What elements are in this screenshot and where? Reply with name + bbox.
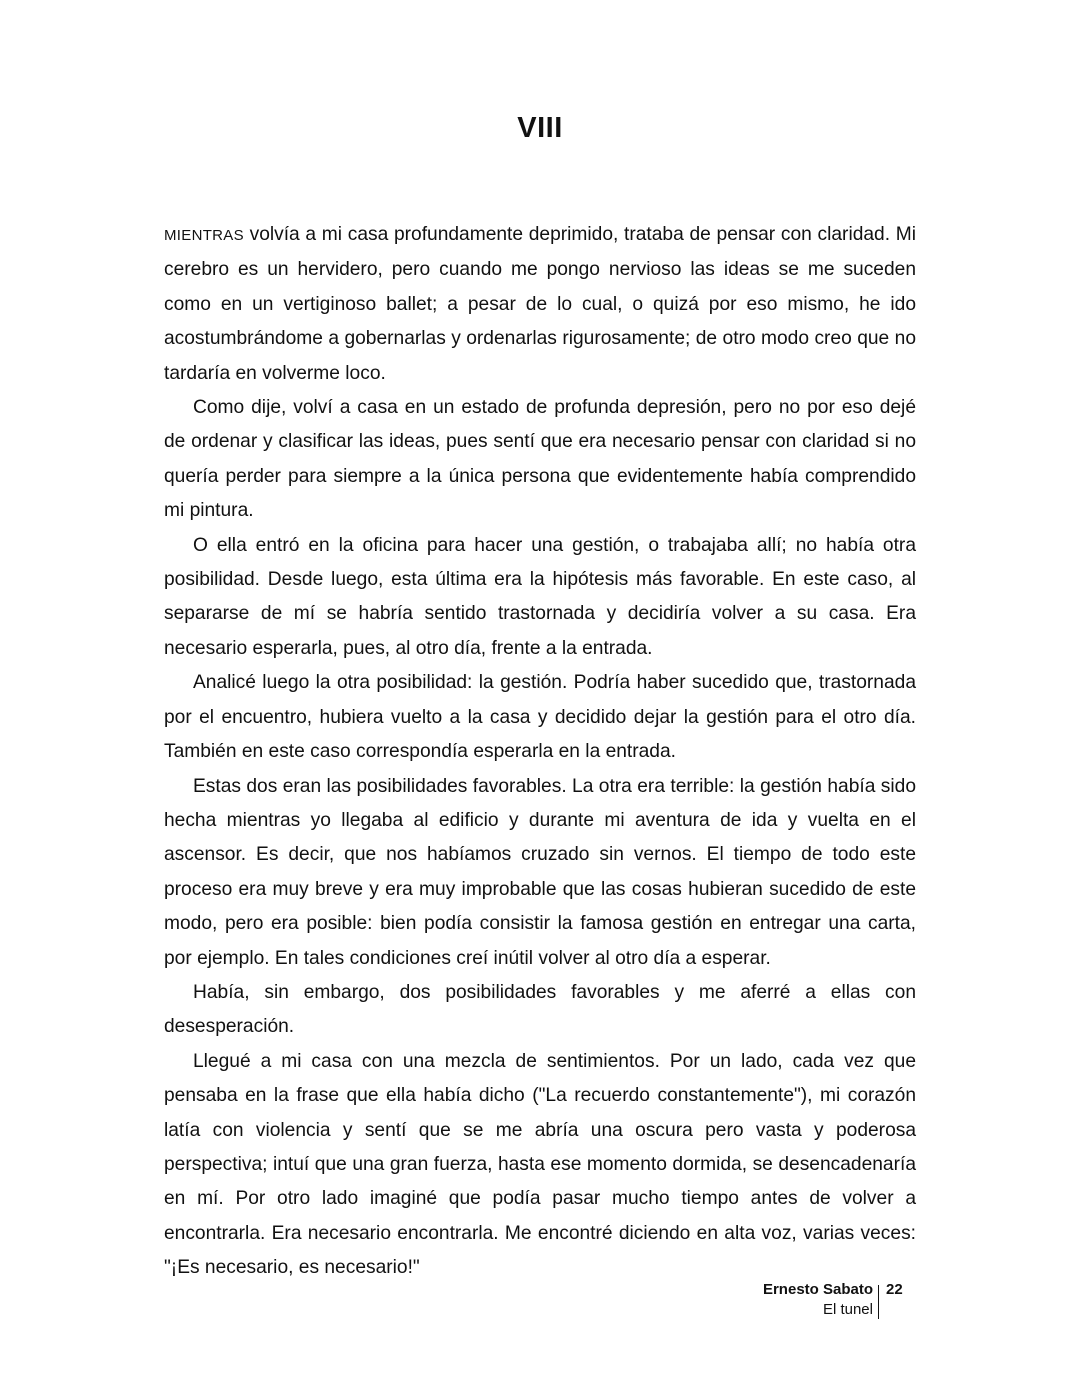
paragraph-2: Como dije, volví a casa en un estado de profunda depresión, pero no por eso dejé de ordenar y clasificar las ideas, pues sentí que era necesario pensar con claridad si no quería perder para siempre a la única persona que evidentemente había comprendido mi pintura. xyxy=(164,397,916,522)
paragraph-lead-word: MIENTRAS xyxy=(164,227,244,244)
page-number: 22 xyxy=(886,1281,903,1298)
footer-divider xyxy=(878,1285,879,1319)
paragraph-3: O ella entró en la oficina para hacer una gestión, o trabajaba allí; no había otra posibilidad. Desde luego, esta última era la hipótesis más favorable. En este caso, al separarse de mí se habría sentido trastornada y decidiría volver a su casa. Era necesario esperarla, pues, al otro día, frente a la entrada. xyxy=(164,534,916,659)
chapter-title: VIII xyxy=(517,112,563,144)
paragraph-text: volvía a mi casa profundamente deprimido, trataba de pensar con claridad. Mi cerebro es un hervidero, pero cuando me pongo nervioso las ideas se me suceden como en un vertiginoso ballet; a pesar de lo cual, o quizá por eso mismo, he ido acostumbrándome a gobernarlas y ordenarlas rigurosamente; de otro modo creo que no tardaría en volverme loco. xyxy=(164,224,916,384)
paragraph-4: Analicé luego la otra posibilidad: la gestión. Podría haber sucedido que, trastornada por el encuentro, hubiera vuelto a la casa y decidido dejar la gestión para el otro día. También en este caso correspondía esperarla en la entrada. xyxy=(164,672,916,763)
paragraph-6: Había, sin embargo, dos posibilidades favorables y me aferré a ellas con desesperación. xyxy=(164,981,916,1038)
paragraph-5: Estas dos eran las posibilidades favorables. La otra era terrible: la gestión había sido hecha mientras yo llegaba al edificio y durante mi aventura de ida y vuelta en el ascensor. Es decir, que nos habíamos cruzado sin vernos. El tiempo de todo este proceso era muy breve y era muy improbable que las cosas hubieran sucedido de este modo, pero era posible: bien podía consistir la famosa gestión en entregar una carta, por ejemplo. En tales condiciones creí inútil volver al otro día a esperar. xyxy=(164,775,916,969)
page-footer xyxy=(700,1281,903,1321)
footer-book-title: El tunel xyxy=(822,1301,873,1318)
paragraph-1 xyxy=(164,218,916,391)
footer-author: Ernesto Sabato xyxy=(762,1281,873,1298)
chapter-body xyxy=(164,218,916,1286)
paragraph-7: Llegué a mi casa con una mezcla de sentimientos. Por un lado, cada vez que pensaba en la frase que ella había dicho ("La recuerdo constantemente"), mi corazón latía con violencia y sentí que se me abría una oscura pero vasta y poderosa perspectiva; intuí que una gran fuerza, hasta ese momento dormida, se desencadenaría en mí. Por otro lado imaginé que podía pasar mucho tiempo antes de volver a encontrarla. Era necesario encontrarla. Me encontré diciendo en alta voz, varias veces: "¡Es necesario, es necesario!" xyxy=(164,1050,916,1279)
